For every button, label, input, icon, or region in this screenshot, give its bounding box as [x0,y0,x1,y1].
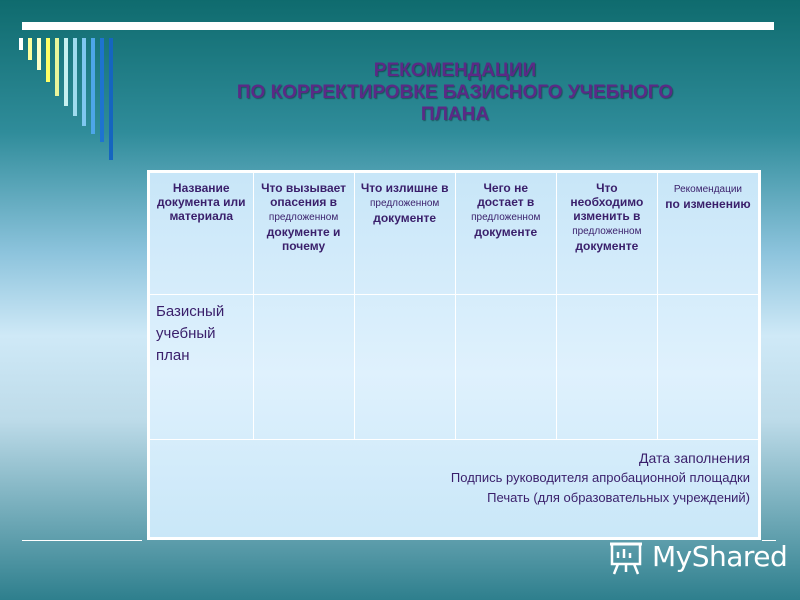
decorative-bar [28,38,32,60]
decorative-bar [100,38,104,142]
table-cell-empty [354,295,455,440]
title-line-3: ПЛАНА [420,104,490,125]
logo-text: MyShared [652,539,788,573]
row-label-basic-plan: Базисный учебный план [150,295,254,440]
table-cell-empty [657,295,758,440]
decorative-bar [73,38,77,116]
myshared-logo[interactable] [606,534,787,578]
footer-stamp: Печать (для образовательных учреждений) [487,490,750,505]
recommendations-table [147,170,761,540]
decorative-bar [109,38,113,160]
title-line-1: РЕКОМЕНДАЦИИ [373,60,537,81]
table-cell-empty [253,295,354,440]
bottom-decorative-rule [22,540,142,541]
footer-signature: Подпись руководителя апробационной площадки [450,470,750,485]
decorative-bar [19,38,23,50]
page-title [160,60,750,126]
decorative-bar [46,38,50,82]
decorative-bar [55,38,59,96]
decorative-bar [37,38,41,70]
presentation-board-icon [606,536,646,576]
header-excessive: Что излишне в предложенном документе [354,173,455,295]
table-row [150,295,759,440]
decorative-bar [82,38,86,126]
decorative-bar [91,38,95,134]
header-concerns: Что вызывает опасения в предложенном документе и почему [253,173,354,295]
table-footer-row [150,440,759,538]
header-recommendations: Рекомендации по изменению [657,173,758,295]
table-header-row [150,173,759,295]
top-decorative-rule [22,22,774,30]
table-cell-empty [455,295,556,440]
header-document-name: Название документа или материала [150,173,254,295]
header-to-change: Что необходимо изменить в предложенном документе [556,173,657,295]
footer-cell [150,440,759,538]
decorative-bar [64,38,68,106]
title-line-2: ПО КОРРЕКТИРОВКЕ БАЗИСНОГО УЧЕБНОГО [236,82,674,103]
table-cell-empty [556,295,657,440]
footer-fill-date: Дата заполнения [639,450,750,466]
header-missing: Чего не достает в предложенном документе [455,173,556,295]
